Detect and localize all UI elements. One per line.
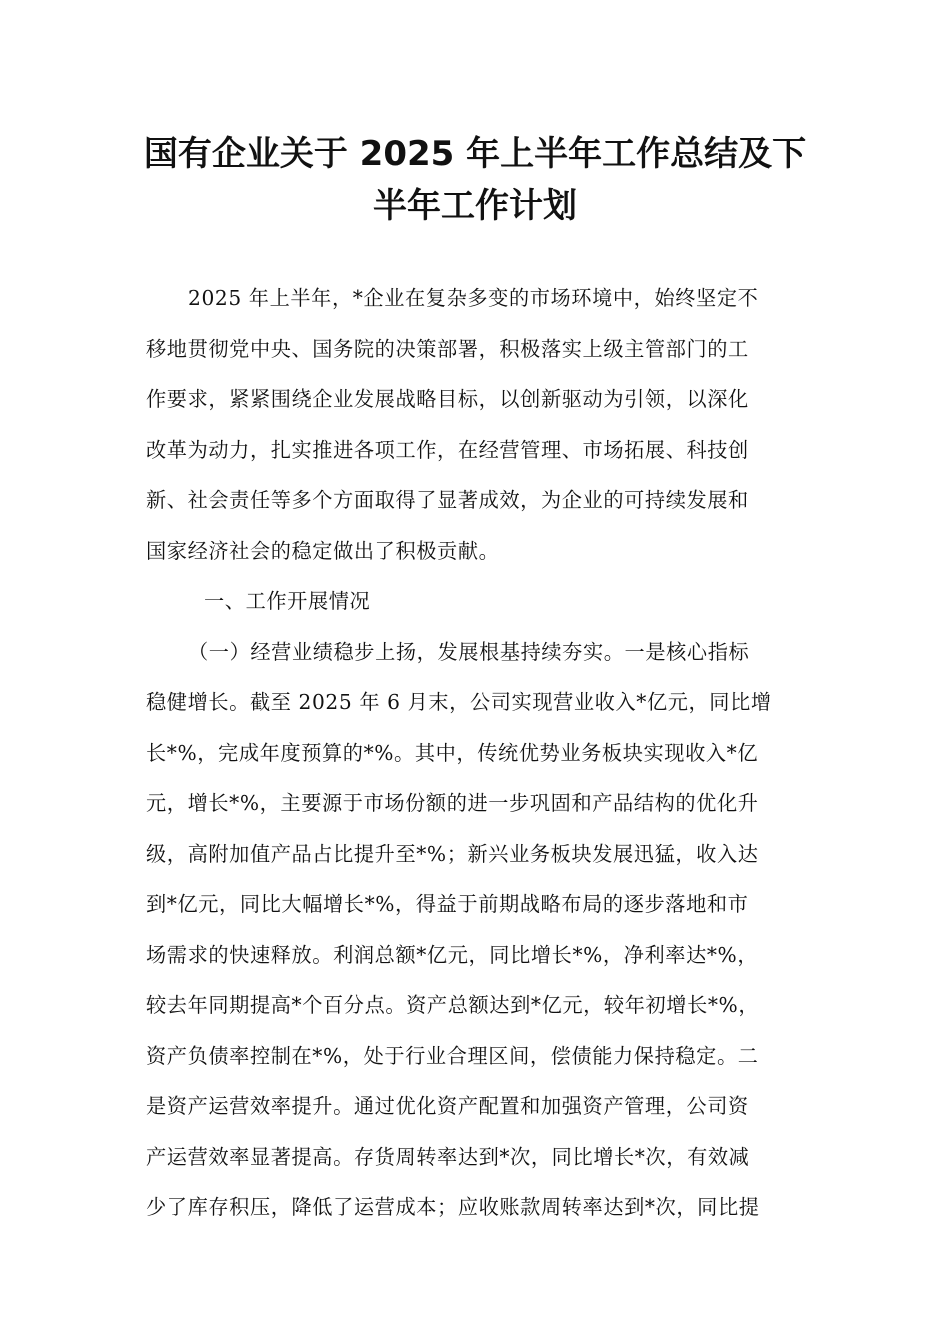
title-line-1: 国有企业关于 2025 年上半年工作总结及下 — [143, 134, 807, 174]
paragraph-intro-line: 国家经济社会的稳定做出了积极贡献。 — [146, 538, 500, 563]
paragraph-section-line: 长*%，完成年度预算的*%。其中，传统优势业务板块实现收入*亿 — [146, 740, 759, 765]
paragraph-section-line: 级，高附加值产品占比提升至*%；新兴业务板块发展迅猛，收入达 — [146, 841, 759, 866]
section-heading-1: 一、工作开展情况 — [204, 589, 371, 613]
paragraph-intro-line: 改革为动力，扎实推进各项工作，在经营管理、市场拓展、科技创 — [146, 437, 749, 462]
paragraph-intro-line: 2025 年上半年，*企业在复杂多变的市场环境中，始终坚定不 — [188, 286, 759, 310]
paragraph-section-line: 稳健增长。截至 2025 年 6 月末，公司实现营业收入*亿元，同比增 — [146, 690, 772, 714]
paragraph-section-line: 少了库存积压，降低了运营成本；应收账款周转率达到*次，同比提 — [146, 1195, 760, 1219]
paragraph-section-line: （一）经营业绩稳步上扬，发展根基持续夯实。一是核心指标 — [188, 639, 750, 664]
document-body — [146, 273, 806, 1233]
title-line-2: 半年工作计划 — [373, 186, 577, 226]
paragraph-intro-line: 移地贯彻党中央、国务院的决策部署，积极落实上级主管部门的工 — [146, 336, 749, 361]
paragraph-section-line: 较去年同期提高*个百分点。资产总额达到*亿元，较年初增长*%， — [146, 993, 760, 1017]
paragraph-section-line: 到*亿元，同比大幅增长*%，得益于前期战略布局的逐步落地和市 — [146, 892, 749, 916]
document-title — [120, 128, 830, 232]
paragraph-section-line: 场需求的快速释放。利润总额*亿元，同比增长*%，净利率达*%， — [146, 942, 759, 967]
paragraph-section-line: 资产负债率控制在*%，处于行业合理区间，偿债能力保持稳定。二 — [146, 1043, 759, 1068]
paragraph-section-line: 产运营效率显著提高。存货周转率达到*次，同比增长*次，有效减 — [146, 1144, 750, 1169]
paragraph-intro-line: 新、社会责任等多个方面取得了显著成效，为企业的可持续发展和 — [146, 488, 749, 512]
paragraph-section-line: 元，增长*%，主要源于市场份额的进一步巩固和产品结构的优化升 — [146, 791, 759, 815]
paragraph-section-line: 是资产运营效率提升。通过优化资产配置和加强资产管理，公司资 — [146, 1094, 749, 1118]
paragraph-intro-line: 作要求，紧紧围绕企业发展战略目标，以创新驱动为引领，以深化 — [146, 387, 749, 411]
